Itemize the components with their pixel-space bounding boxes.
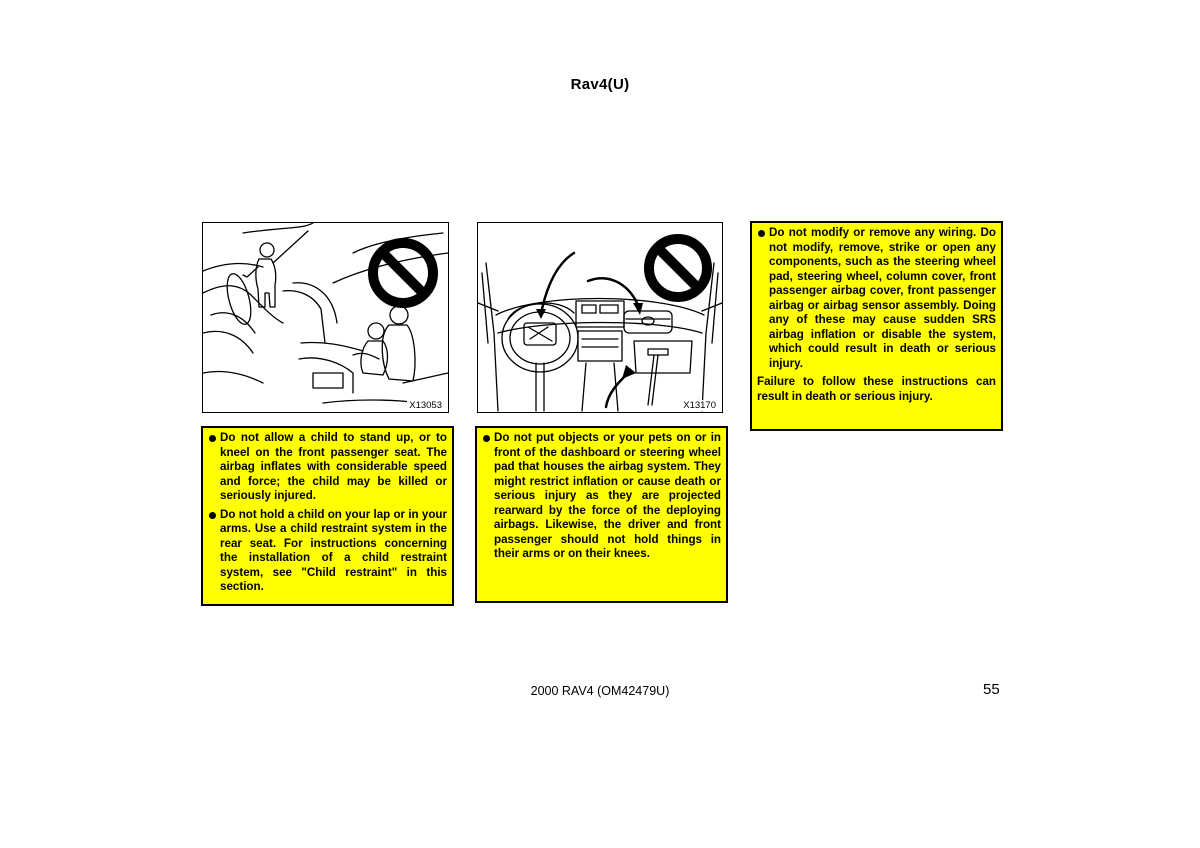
- prohibition-icon: [649, 239, 707, 297]
- figure-code-label: X13053: [409, 400, 442, 411]
- warning-box-wiring: [750, 221, 1003, 431]
- warning-item: Do not put objects or your pets on or in front of the dashboard or steering wheel pad that houses the airbag system. They might restrict inflation or cause death or serious injury as they are projected rearward by the force of the deploying airbags. Likewise, the driver and front passenger should not hold things in their arms or on their knees.: [482, 431, 721, 562]
- dashboard-illustration: [478, 223, 722, 412]
- warning-item: Do not hold a child on your lap or in your arms. Use a child restraint system in the rear seat. For instructions concerning the installation of a child restraint system, see "Child restraint" in this section.: [208, 508, 447, 595]
- child-seat-illustration: [203, 223, 448, 412]
- figure-child-seat: [202, 222, 449, 413]
- warning-item: Do not allow a child to stand up, or to kneel on the front passenger seat. The airbag inflates with considerable speed and force; the child may be killed or seriously injured.: [208, 431, 447, 504]
- figure-code-label: X13170: [683, 400, 716, 411]
- prohibition-icon: [373, 243, 433, 303]
- page-number: 55: [983, 681, 1000, 698]
- footer-model: 2000 RAV4 (OM42479U): [530, 684, 670, 698]
- page-header-title: Rav4(U): [570, 76, 630, 93]
- warning-box-child: [201, 426, 454, 606]
- warning-box-objects: [475, 426, 728, 603]
- figure-dashboard: [477, 222, 723, 413]
- warning-item: Do not modify or remove any wiring. Do not modify, remove, strike or open any components, such as the steering wheel pad, steering wheel, column cover, front passenger airbag cover, front passenger airbag or airbag sensor assembly. Doing any of these may cause sudden SRS airbag inflation or disable the system, which could result in death or serious injury.: [757, 226, 996, 371]
- warning-note: Failure to follow these instructions can result in death or serious injury.: [757, 375, 996, 403]
